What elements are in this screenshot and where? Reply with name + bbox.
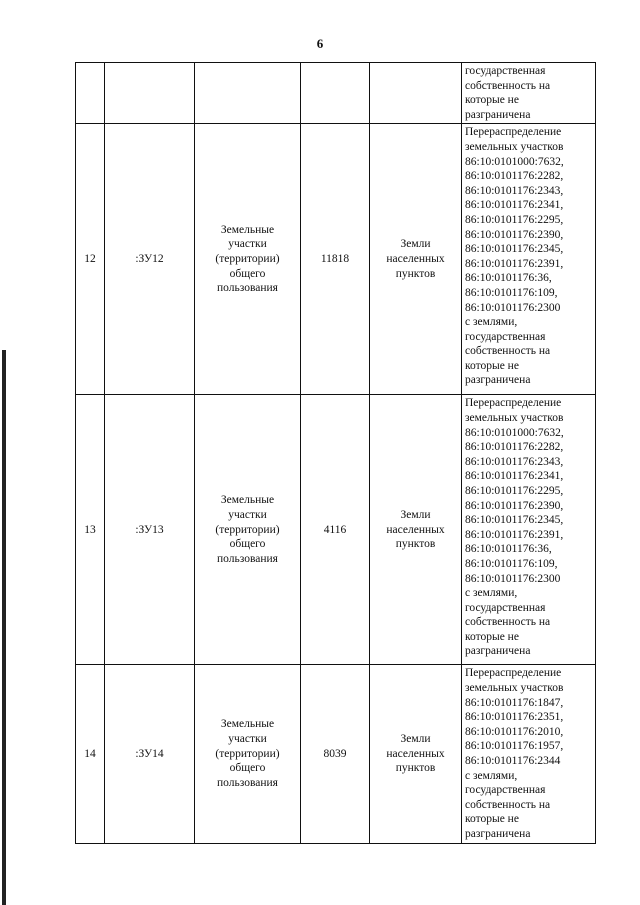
cell-description-line: которые не <box>465 94 519 107</box>
cell-description-line: государственная <box>465 784 546 797</box>
cell-description-line: государственная <box>465 601 546 614</box>
cell-description-line: государственная <box>465 65 546 77</box>
cell-name-line: пользования <box>217 776 278 789</box>
cell-name-line: (территории) <box>215 523 280 536</box>
cell-name-line: общего <box>229 267 266 280</box>
cell-number <box>76 63 105 124</box>
cell-description-line: 86:10:0101176:2295, <box>465 484 564 497</box>
cell-description-line: 86:10:0101176:2341, <box>465 470 564 483</box>
cell-description-line: 86:10:0101176:2010, <box>465 725 564 738</box>
cell-name <box>195 665 301 843</box>
cell-code <box>105 63 195 124</box>
cell-category <box>370 124 462 395</box>
cell-description-line: разграничена <box>465 374 531 387</box>
cell-description-line: 86:10:0101176:36, <box>465 272 552 285</box>
cell-description-line: 86:10:0101176:2391, <box>465 528 564 541</box>
land-plots-table <box>75 62 596 844</box>
cell-description-line: 86:10:0101176:2300 <box>465 572 561 585</box>
cell-description-line: разграничена <box>465 827 531 840</box>
cell-description-line: которые не <box>465 630 519 643</box>
cell-description-line: 86:10:0101176:1957, <box>465 740 564 753</box>
cell-name-line: пользования <box>217 552 278 565</box>
cell-description-line: 86:10:0101176:2300 <box>465 301 561 314</box>
cell-category <box>370 395 462 665</box>
cell-description-line: земельных участков <box>465 140 564 153</box>
cell-description-line: с землями, <box>465 587 518 600</box>
cell-description-line: 86:10:0101176:109, <box>465 557 558 570</box>
cell-description <box>462 63 596 124</box>
cell-name-line: общего <box>229 538 266 551</box>
cell-category <box>370 665 462 843</box>
cell-name-line: Земельные <box>220 223 275 236</box>
cell-code: :ЗУ14 <box>105 665 195 843</box>
cell-category-line: населенных <box>386 523 445 536</box>
cell-name-line: пользования <box>217 282 278 295</box>
cell-description-line: 86:10:0101176:109, <box>465 286 558 299</box>
cell-area: 8039 <box>301 665 370 843</box>
cell-description-line: собственность на <box>465 616 551 629</box>
cell-description-line: 86:10:0101176:2345, <box>465 243 564 256</box>
cell-description-line: земельных участков <box>465 681 564 694</box>
cell-category <box>370 63 462 124</box>
table-row <box>76 395 596 665</box>
cell-category-line: пунктов <box>395 538 436 551</box>
table-body <box>76 63 596 844</box>
cell-name-line: Земельные <box>220 494 275 507</box>
cell-description-line: 86:10:0101176:2351, <box>465 711 564 724</box>
cell-description-line: которые не <box>465 359 519 372</box>
cell-name-line: (территории) <box>215 747 280 760</box>
cell-description-line: 86:10:0101176:2341, <box>465 199 564 212</box>
cell-description-line: 86:10:0101176:2344 <box>465 754 561 767</box>
cell-area: 4116 <box>301 395 370 665</box>
cell-description-line: 86:10:0101176:2282, <box>465 170 564 183</box>
cell-description-line: Перераспределение <box>465 397 562 410</box>
cell-number: 13 <box>76 395 105 665</box>
cell-description-line: собственность на <box>465 79 551 92</box>
cell-description-line: 86:10:0101176:2390, <box>465 499 564 512</box>
cell-name <box>195 63 301 124</box>
cell-area: 11818 <box>301 124 370 395</box>
cell-name <box>195 124 301 395</box>
cell-name-line: участки <box>228 733 267 746</box>
cell-description-line: 86:10:0101176:2343, <box>465 455 564 468</box>
cell-description-line: Перераспределение <box>465 126 562 139</box>
cell-description-line: которые не <box>465 813 519 826</box>
cell-name-line: участки <box>228 238 267 251</box>
cell-description-line: Перераспределение <box>465 667 562 680</box>
cell-category-line: населенных <box>386 253 445 266</box>
cell-name-line: участки <box>228 508 267 521</box>
cell-area <box>301 63 370 124</box>
cell-description-line: земельных участков <box>465 411 564 424</box>
cell-description <box>462 665 596 843</box>
cell-code: :ЗУ12 <box>105 124 195 395</box>
cell-code: :ЗУ13 <box>105 395 195 665</box>
cell-name <box>195 395 301 665</box>
cell-description-line: 86:10:0101176:2390, <box>465 228 564 241</box>
cell-description-line: разграничена <box>465 645 531 658</box>
cell-description <box>462 124 596 395</box>
table-row <box>76 124 596 395</box>
cell-description-line: государственная <box>465 330 546 343</box>
table-row <box>76 63 596 124</box>
cell-category-line: пунктов <box>395 267 436 280</box>
cell-category-line: Земли <box>400 733 431 746</box>
cell-name-line: общего <box>229 762 266 775</box>
cell-category-line: Земли <box>400 238 431 251</box>
cell-category-line: Земли <box>400 508 431 521</box>
cell-category-line: населенных <box>386 747 445 760</box>
cell-name-line: Земельные <box>220 718 275 731</box>
cell-number: 14 <box>76 665 105 843</box>
cell-description <box>462 395 596 665</box>
cell-category-line: пунктов <box>395 762 436 775</box>
cell-description-line: 86:10:0101176:1847, <box>465 696 564 709</box>
cell-description-line: 86:10:0101000:7632, <box>465 155 564 168</box>
table-row <box>76 665 596 843</box>
scan-margin-bar <box>2 350 6 905</box>
cell-description-line: 86:10:0101176:2345, <box>465 514 564 527</box>
cell-name-line: (территории) <box>215 253 280 266</box>
cell-description-line: 86:10:0101176:2295, <box>465 213 564 226</box>
cell-description-line: собственность на <box>465 345 551 358</box>
cell-description-line: с землями, <box>465 316 518 329</box>
cell-description-line: 86:10:0101176:2282, <box>465 441 564 454</box>
cell-description-line: разграничена <box>465 108 531 121</box>
cell-description-line: 86:10:0101176:2343, <box>465 184 564 197</box>
cell-description-line: 86:10:0101176:2391, <box>465 257 564 270</box>
page-number: 6 <box>316 36 324 51</box>
cell-description-line: с землями, <box>465 769 518 782</box>
cell-description-line: 86:10:0101176:36, <box>465 543 552 556</box>
cell-number: 12 <box>76 124 105 395</box>
cell-description-line: собственность на <box>465 798 551 811</box>
cell-description-line: 86:10:0101000:7632, <box>465 426 564 439</box>
